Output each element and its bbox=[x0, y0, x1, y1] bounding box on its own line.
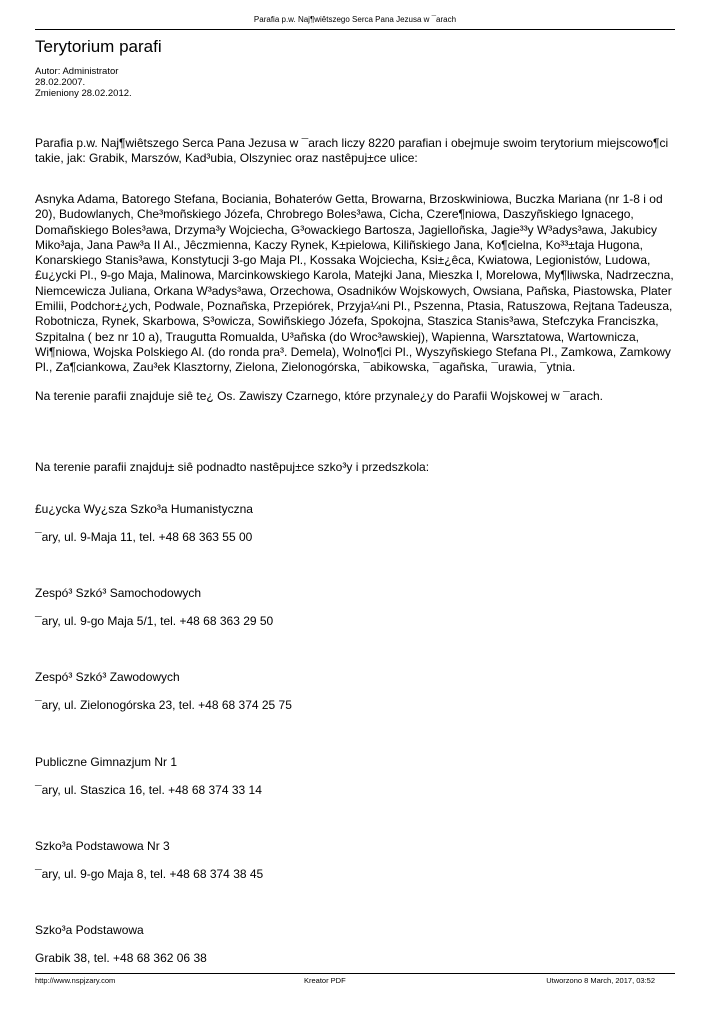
schools-intro: Na terenie parafii znajduj± siê podnadto nastêpuj±ce szko³y i przedszkola: bbox=[35, 460, 430, 474]
school-address: ¯ary, ul. Zielonogórska 23, tel. +48 68 374 25 75 bbox=[35, 698, 292, 712]
school-address: ¯ary, ul. 9-go Maja 8, tel. +48 68 374 38 45 bbox=[35, 867, 264, 881]
school-name: Szko³a Podstawowa bbox=[35, 923, 144, 937]
school-address: ¯ary, ul. Staszica 16, tel. +48 68 374 33 14 bbox=[35, 783, 262, 797]
header-divider bbox=[35, 29, 675, 30]
school-name: Publiczne Gimnazjum Nr 1 bbox=[35, 755, 178, 769]
page-title: Terytorium parafi bbox=[35, 37, 162, 56]
school-address: ¯ary, ul. 9-Maja 11, tel. +48 68 363 55 00 bbox=[35, 530, 253, 544]
school-name: £u¿ycka Wy¿sza Szko³a Humanistyczna bbox=[35, 502, 253, 516]
school-address: Grabik 38, tel. +48 68 362 06 38 bbox=[35, 951, 207, 965]
article-meta bbox=[35, 66, 132, 99]
footer-divider bbox=[35, 973, 675, 974]
military-paragraph: Na terenie parafii znajduje siê te¿ Os. Zawiszy Czarnego, które przynale¿y do Parafii Wojskowej w ¯arach. bbox=[35, 389, 603, 403]
footer-generator: Kreator PDF bbox=[304, 976, 346, 985]
school-name: Zespó³ Szkó³ Samochodowych bbox=[35, 586, 202, 600]
modified-line: Zmieniony 28.02.2012. bbox=[35, 88, 132, 99]
school-name: Zespó³ Szkó³ Zawodowych bbox=[35, 670, 180, 684]
footer-created: Utworzono 8 March, 2017, 03:52 bbox=[546, 976, 655, 985]
page-header: Parafia p.w. Naj¶wiêtszego Serca Pana Jezusa w ¯arach bbox=[253, 15, 457, 24]
intro-paragraph: Parafia p.w. Naj¶wiêtszego Serca Pana Jezusa w ¯arach liczy 8220 parafian i obejmuje swoim terytorium miejscowo¶ci takie, jak: Grabik, Marszów, Kad³ubia, Olszyniec oraz nastêpuj±ce ulice: bbox=[35, 136, 669, 166]
streets-paragraph: Asnyka Adama, Batorego Stefana, Bociania, Bohaterów Getta, Browarna, Brzoskwiniowa, Buczka Mariana (nr 1-8 i od 20), Budowlanych, Che³moñskiego Józefa, Chrobrego Boles³awa, Cicha, Czere¶niowa, Daszyñskiego Ignacego, Domañskiego Boles³awa, Drzyma³y Wojciecha, G³owackiego Bartosza, Jagielloñska, Jagie³³y W³adys³awa, Jakubicy Miko³aja, Jana Paw³a II Al., Jêczmienna, Kaczy Rynek, K±pielowa, Kiliñskiego Jana, Ko¶cielna, Ko³³±taja Hugona, Konarskiego Stanis³awa, Konstytucji 3-go Maja Pl., Kossaka Wojciecha, Ksi±¿êca, Kwiatowa, Legionistów, Ludowa, £u¿ycki Pl., 9-go Maja, Malinowa, Marcinkowskiego Karola, Matejki Jana, Mieszka I, Morelowa, My¶liwska, Nadrzeczna, Niemcewicza Juliana, Orkana W³adys³awa, Orzechowa, Osadników Wojskowych, Owsiana, Pañska, Piastowska, Plater Emilii, Podchor±¿ych, Podwale, Poznañska, Przepiórek, Przyja¼ni Pl., Pszenna, Ptasia, Ratuszowa, Rejtana Tadeusza, Robotnicza, Rynek, Skarbowa, S³owicza, Sowiñskiego Józefa, Spokojna, Staszica Stanis³awa, Stefczyka Franciszka, Szpitalna ( bez nr 10 a), Traugutta Romualda, U³añska (do Wroc³awskiej), Wapienna, Warsztatowa, Wartownicza, Wi¶niowa, Wojska Polskiego Al. (do ronda pra³. Demela), Wolno¶ci Pl., Wyszyñskiego Stefana Pl., Zamkowa, Zamkowy Pl., Za¶ciankowa, Zau³ek Klasztorny, Zielona, Zielonogórska, ¯abikowska, ¯agañska, ¯urawia, ¯ytnia. bbox=[35, 192, 674, 375]
school-name: Szko³a Podstawowa Nr 3 bbox=[35, 839, 170, 853]
school-address: ¯ary, ul. 9-go Maja 5/1, tel. +48 68 363 29 50 bbox=[35, 614, 274, 628]
footer-url[interactable]: http://www.nspjzary.com bbox=[35, 976, 116, 985]
date-line: 28.02.2007. bbox=[35, 77, 86, 88]
author-line: Autor: Administrator bbox=[35, 66, 119, 77]
